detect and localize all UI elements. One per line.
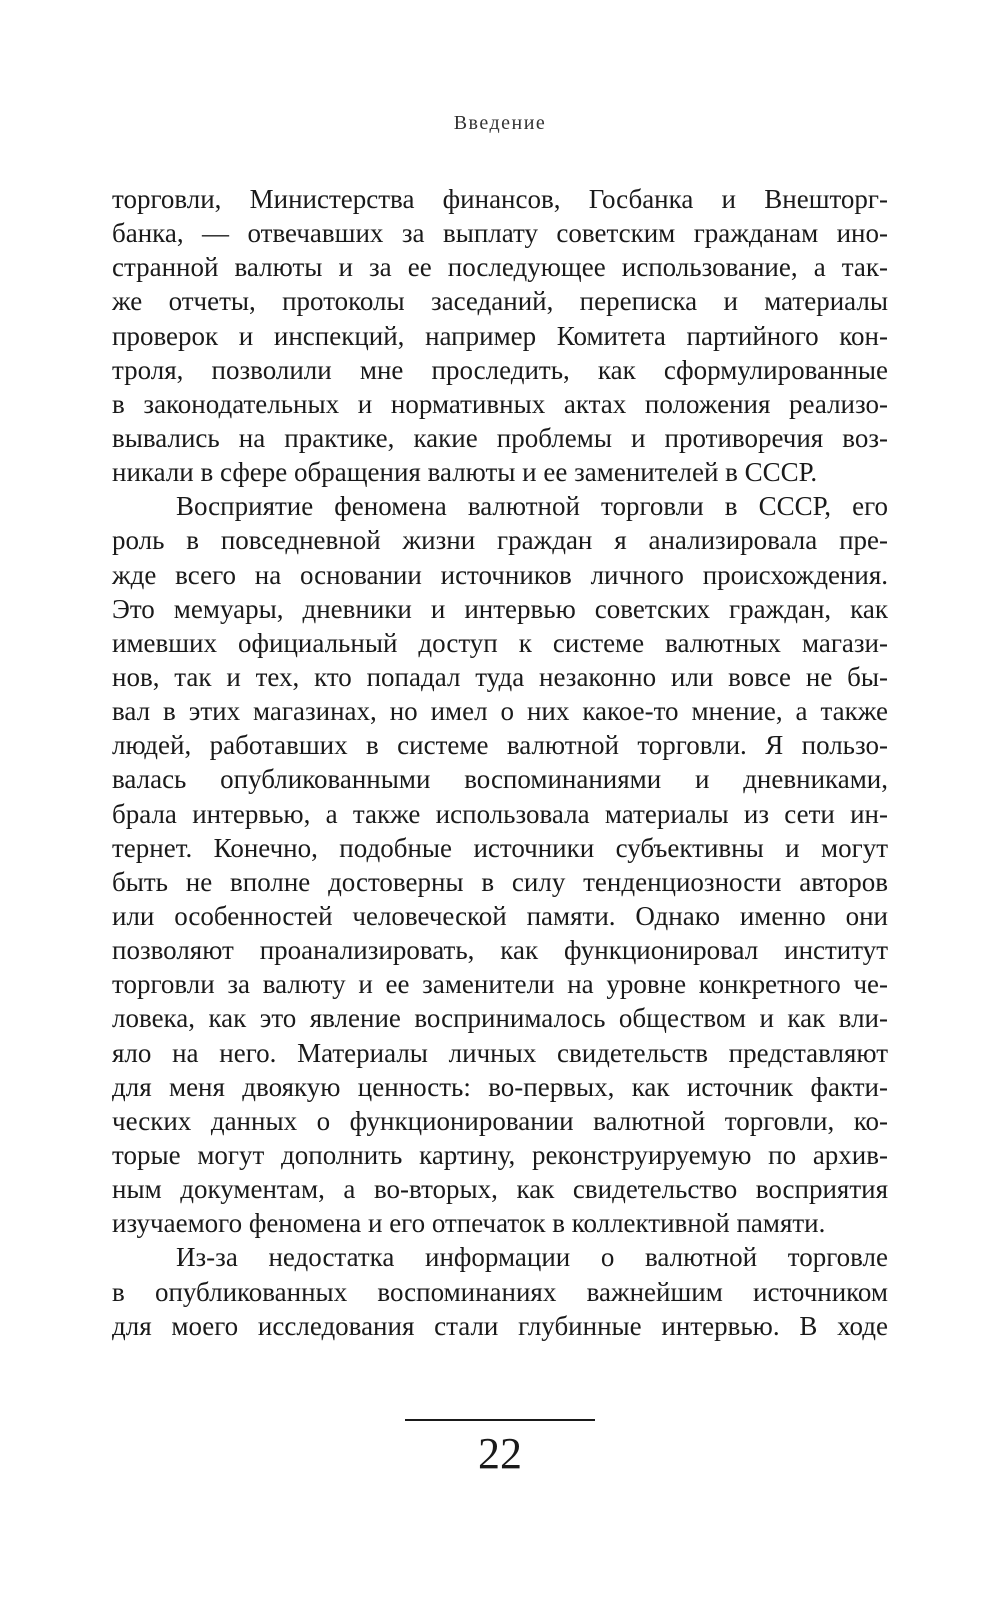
text-line: ным документам, а во-вторых, как свидетельство восприятия	[112, 1174, 888, 1205]
text-line: брала интервью, а также использовала материалы из сети ин-	[112, 798, 888, 829]
text-line: или особенностей человеческой памяти. Однако именно они	[112, 900, 888, 931]
text-line: быть не вполне достоверны в силу тенденциозности авторов	[112, 866, 888, 897]
text-line: жде всего на основании источников личного происхождения.	[112, 559, 888, 590]
text-line: же отчеты, протоколы заседаний, переписка и материалы	[112, 286, 888, 317]
footer-rule	[405, 1419, 595, 1421]
paragraph-first-line: Восприятие феномена валютной торговли в СССР, его	[176, 491, 888, 522]
text-line: банка, — отвечавших за выплату советским гражданам ино-	[112, 218, 888, 249]
text-line: в законодательных и нормативных актах положения реализо-	[112, 388, 888, 419]
paragraph-first-line: Из-за недостатка информации о валютной торговле	[176, 1242, 888, 1273]
text-line: торые могут дополнить картину, реконструируемую по архив-	[112, 1139, 888, 1170]
text-line: для меня двоякую ценность: во-первых, как источник факти-	[112, 1071, 888, 1102]
text-line: торговли за валюту и ее заменители на уровне конкретного че-	[112, 969, 888, 1000]
text-line: троля, позволили мне проследить, как сформулированные	[112, 354, 888, 385]
text-line: нов, так и тех, кто попадал туда незаконно или вовсе не бы-	[112, 661, 888, 692]
body-text	[112, 182, 888, 1343]
running-head: Введение	[453, 112, 547, 134]
text-line: валась опубликованными воспоминаниями и дневниками,	[112, 764, 888, 795]
text-line: роль в повседневной жизни граждан я анализировала пре-	[112, 525, 888, 556]
text-line: Это мемуары, дневники и интервью советских граждан, как	[112, 593, 888, 624]
paragraph-last-line: никали в сфере обращения валюты и ее заменителей в СССР.	[112, 457, 818, 488]
text-line: ческих данных о функционировании валютной торговли, ко-	[112, 1105, 888, 1136]
page-number: 22	[478, 1429, 522, 1478]
text-line: в опубликованных воспоминаниях важнейшим источником	[112, 1276, 888, 1307]
text-line: вывались на практике, какие проблемы и противоречия воз-	[112, 422, 888, 453]
text-line: позволяют проанализировать, как функционировал институт	[112, 935, 888, 966]
text-line: яло на него. Материалы личных свидетельств представляют	[112, 1037, 888, 1068]
text-line: людей, работавших в системе валютной торговли. Я пользо-	[112, 730, 888, 761]
text-line: странной валюты и за ее последующее использование, а так-	[112, 252, 888, 283]
text-line: для моего исследования стали глубинные интервью. В ходе	[112, 1310, 888, 1341]
text-line: торговли, Министерства финансов, Госбанка и Внешторг-	[112, 184, 888, 214]
text-line: тернет. Конечно, подобные источники субъективны и могут	[112, 832, 888, 863]
text-line: ловека, как это явление воспринималось обществом и как вли-	[112, 1003, 888, 1034]
text-line: вал в этих магазинах, но имел о них какое-то мнение, а также	[112, 696, 888, 727]
text-line: имевших официальный доступ к системе валютных магази-	[112, 627, 888, 658]
text-line: проверок и инспекций, например Комитета партийного кон-	[112, 320, 888, 351]
paragraph-last-line: изучаемого феномена и его отпечаток в коллективной памяти.	[112, 1208, 826, 1239]
